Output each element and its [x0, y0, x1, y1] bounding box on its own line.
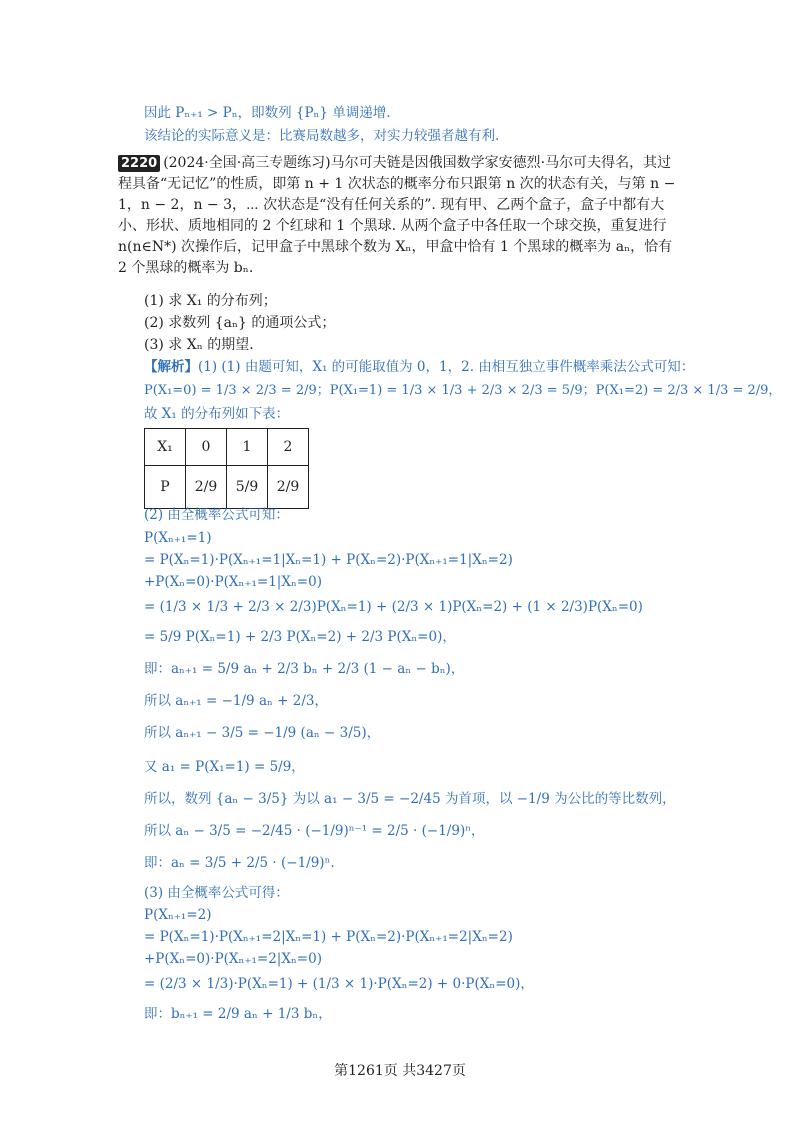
solution-line: = P(Xₙ=1)·P(Xₙ₊₁=1|Xₙ=1) + P(Xₙ=2)·P(Xₙ₊₁=1|Xₙ=2) — [144, 552, 513, 568]
solution-line: 即：aₙ₊₁ = 5/9 aₙ + 2/3 bₙ + 2/3 (1 − aₙ − bₙ)， — [144, 661, 465, 677]
question-1: (1) 求 X₁ 的分布列； — [144, 293, 277, 309]
table-cell: 2/9 — [268, 466, 309, 509]
solution-line: = (1/3 × 1/3 + 2/3 × 2/3)P(Xₙ=1) + (2/3 × 1)P(Xₙ=2) + (1 × 2/3)P(Xₙ=0) — [144, 599, 643, 615]
solution-line: 所以 aₙ − 3/5 = −2/45 · (−1/9)ⁿ⁻¹ = 2/5 · (−1/9)ⁿ， — [144, 823, 485, 839]
solution-label: 【解析】 — [144, 359, 198, 375]
solution-line: (2) 由全概率公式可知： — [144, 507, 289, 523]
table-cell: 2/9 — [186, 466, 227, 509]
solution-table-caption: 故 X₁ 的分布列如下表： — [144, 406, 290, 422]
table-cell: 2 — [268, 429, 309, 466]
table-cell: 0 — [186, 429, 227, 466]
solution-line: P(Xₙ₊₁=2) — [144, 907, 212, 923]
solution-line: 即：aₙ = 3/5 + 2/5 · (−1/9)ⁿ. — [144, 855, 335, 871]
solution-line: +P(Xₙ=0)·P(Xₙ₊₁=2|Xₙ=0) — [144, 951, 322, 967]
solution-line: 即：bₙ₊₁ = 2/9 aₙ + 1/3 bₙ， — [144, 1006, 332, 1022]
solution-line: 所以，数列 {aₙ − 3/5} 为以 a₁ − 3/5 = −2/45 为首项，以 −1/9 为公比的等比数列， — [144, 791, 676, 807]
conclusion-line: 因此 Pₙ₊₁ > Pₙ，即数列 {Pₙ} 单调递增. — [144, 105, 391, 121]
question-2: (2) 求数列 {aₙ} 的通项公式； — [144, 315, 336, 331]
solution-line: 所以 aₙ₊₁ − 3/5 = −1/9 (aₙ − 3/5)， — [144, 725, 381, 741]
question-3: (3) 求 Xₙ 的期望. — [144, 337, 254, 353]
solution-line: (3) 由全概率公式可得： — [144, 885, 289, 901]
solution-line: = 5/9 P(Xₙ=1) + 2/3 P(Xₙ=2) + 2/3 P(Xₙ=0)， — [144, 629, 456, 645]
solution-line: = (2/3 × 1/3)·P(Xₙ=1) + (1/3 × 1)·P(Xₙ=2) + 0·P(Xₙ=0)， — [144, 976, 534, 992]
problem-text: (2024·全国·高三专题练习)马尔可夫链是因俄国数学家安德烈·马尔可夫得名，其过程具备“无记忆”的性质，即第 n + 1 次状态的概率分布只跟第 n 次的状态有关，与第 n − 1，n − 2，n − 3，⋯ 次状态是“没有任何关系的”. 现有甲、乙两个盒子，盒子中都有大小、形状、质地相同的 2 个红球和 1 个黑球. 从两个盒子中各任取一个球交换，重复进行 n(n∈N*) 次操作后，记甲盒子中黑球个数为 Xₙ，甲盒中恰有 1 个黑球的概率为 aₙ，恰有 2 个黑球的概率为 bₙ. — [118, 155, 676, 276]
solution-part1-intro: 【解析】(1) (1) 由题可知，X₁ 的可能取值为 0，1，2. 由相互独立事件概率乘法公式可知： — [144, 359, 695, 375]
page-footer: 第1261页 共3427页 — [334, 1063, 466, 1079]
solution-line: 所以 aₙ₊₁ = −1/9 aₙ + 2/3， — [144, 693, 328, 709]
table-cell: 1 — [227, 429, 268, 466]
significance-line: 该结论的实际意义是：比赛局数越多，对实力较强者越有利. — [144, 128, 500, 144]
problem-number-badge: 2220 — [118, 155, 160, 172]
solution-line: 又 a₁ = P(X₁=1) = 5/9， — [144, 759, 305, 775]
solution-part1-probabilities: P(X₁=0) = 1/3 × 2/3 = 2/9；P(X₁=1) = 1/3 × 1/3 + 2/3 × 2/3 = 5/9；P(X₁=2) = 2/3 × 1/3 = 2/9， — [144, 383, 782, 398]
solution-line: +P(Xₙ=0)·P(Xₙ₊₁=1|Xₙ=0) — [144, 574, 322, 590]
table-cell: X₁ — [145, 429, 186, 466]
solution-line: P(Xₙ₊₁=1) — [144, 530, 212, 546]
table-cell: 5/9 — [227, 466, 268, 509]
problem-statement — [118, 153, 684, 279]
table-row — [145, 429, 309, 466]
solution-line: = P(Xₙ=1)·P(Xₙ₊₁=2|Xₙ=1) + P(Xₙ=2)·P(Xₙ₊₁=2|Xₙ=2) — [144, 929, 513, 945]
table-row — [145, 466, 309, 509]
table-cell: P — [145, 466, 186, 509]
distribution-table — [144, 428, 309, 509]
